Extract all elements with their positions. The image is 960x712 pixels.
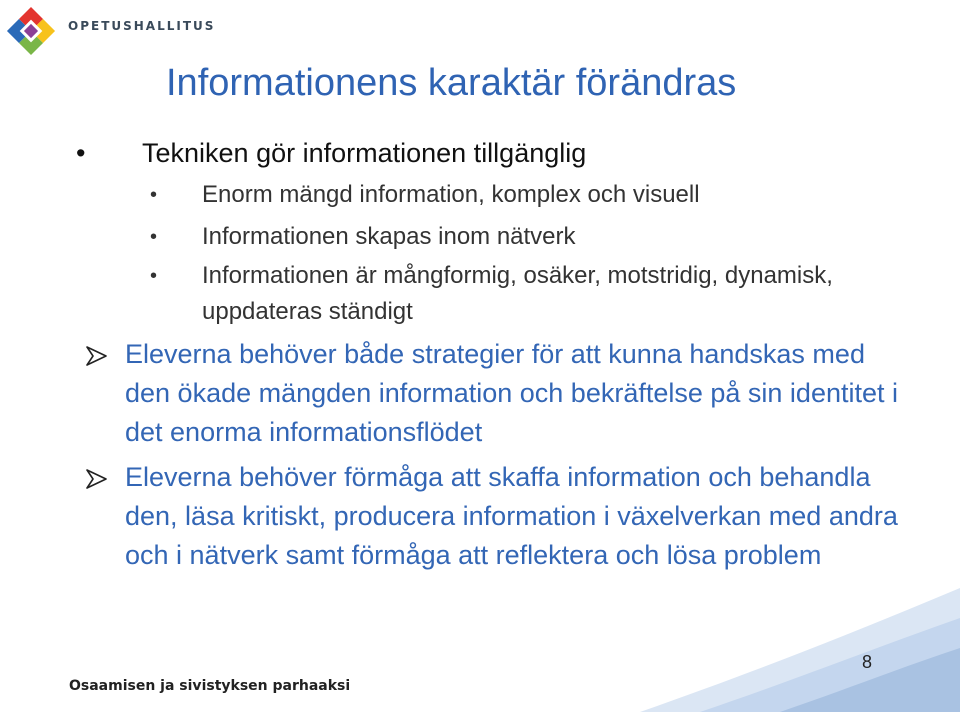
bullet-dot-icon: • — [150, 184, 158, 206]
sub-bullet — [150, 258, 840, 330]
footer-slogan: Osaamisen ja sivistyksen parhaaksi — [69, 678, 351, 694]
sub-bullet-text: Informationen skapas inom nätverk — [202, 223, 576, 250]
arrow-point-text: Eleverna behöver både strategier för att kunna handskas med den ökade mängden information och bekräftelse på sin identitet i det enorma informationsflödet — [125, 339, 898, 447]
slide-title: Informationens karaktär förändras — [166, 62, 737, 104]
sub-bullet-text: Enorm mängd information, komplex och visuell — [202, 181, 700, 208]
arrow-point — [86, 458, 916, 575]
page-number: 8 — [862, 652, 873, 672]
arrow-bullet-icon — [86, 346, 108, 366]
sub-bullet — [150, 219, 870, 255]
sub-bullet-text: Informationen är mångformig, osäker, motstridig, dynamisk, uppdateras ständigt — [202, 262, 833, 325]
org-name: OPETUSHALLITUS — [68, 19, 216, 33]
main-bullet-text: Tekniken gör informationen tillgänglig — [142, 138, 587, 168]
bullet-dot-icon: • — [150, 226, 158, 248]
arrow-point-text: Eleverna behöver förmåga att skaffa information och behandla den, läsa kritiskt, producera information i växelverkan med andra och i nätverk samt förmåga att reflektera och lösa problem — [125, 462, 898, 570]
bullet-dot-icon: • — [150, 265, 158, 287]
sub-bullet — [150, 177, 870, 213]
bullet-dot-icon: • — [76, 138, 86, 168]
arrow-bullet-icon — [86, 469, 108, 489]
arrow-point — [86, 335, 916, 452]
opetushallitus-logo-icon — [4, 4, 58, 58]
